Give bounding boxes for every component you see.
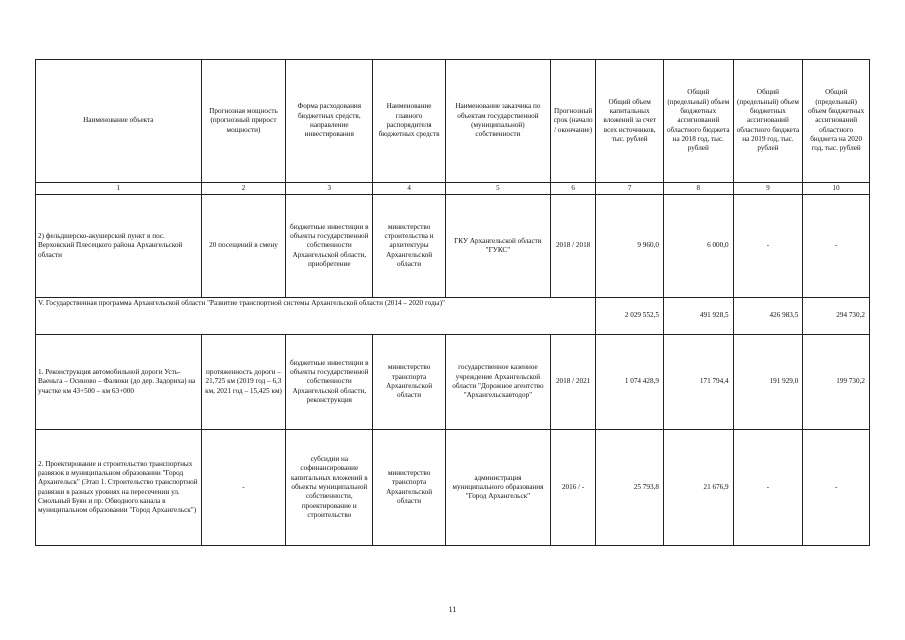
- section-row: [36, 298, 870, 335]
- term: 2016 / -: [550, 430, 595, 546]
- table-row: [36, 195, 870, 298]
- header-row: [36, 60, 870, 183]
- amount-2019: -: [733, 195, 803, 298]
- column-number: 9: [733, 183, 803, 195]
- object-name: 1. Реконструкция автомобильной дороги Усть-Ваеньга – Осиново – Фалюки (до дер. Задориха) на участке км 43+500 – км 63+000: [36, 335, 202, 430]
- total-amount: 1 074 428,9: [596, 335, 664, 430]
- column-number: 3: [286, 183, 373, 195]
- customer: государственное казенное учреждение Архангельской области "Дорожное агентство "Архангельскавтодор": [445, 335, 550, 430]
- term: 2018 / 2018: [550, 195, 595, 298]
- table-row: [36, 430, 870, 546]
- customer: администрация муниципального образования "Город Архангельск": [445, 430, 550, 546]
- column-number: 5: [445, 183, 550, 195]
- capacity: -: [201, 430, 286, 546]
- header-cell: Общий объем капитальных вложений за счет всех источников, тыс. рублей: [596, 60, 664, 183]
- page-number: 11: [448, 605, 457, 614]
- total-amount: 2 029 552,5: [596, 298, 664, 335]
- amount-2019: 426 983,5: [733, 298, 803, 335]
- total-amount: 9 960,0: [596, 195, 664, 298]
- header-cell: Общий (предельный) объем бюджетных ассигнований областного бюджета на 2019 год, тыс. рублей: [733, 60, 803, 183]
- capacity: 20 посещений в смену: [201, 195, 286, 298]
- amount-2019: -: [733, 430, 803, 546]
- header-cell: Наименование заказчика по объектам государственной (муниципальной) собственности: [445, 60, 550, 183]
- spending-form: бюджетные инвестиции в объекты государственной собственности Архангельской области, приобретение: [286, 195, 373, 298]
- amount-2018: 21 676,9: [663, 430, 733, 546]
- object-name: 2. Проектирование и строительство транспортных развязок в муниципальном образовании "Город Архангельск" (Этап 1. Строительство транспортной развязки в разных уровнях на пересечении ул. Смольный Буян и пр. Обводного канала в муниципальном образовании "Город Архангельск"): [36, 430, 202, 546]
- object-name: 2) фельдшерско-акушерский пункт в пос. Верховский Плесецкого района Архангельской области: [36, 195, 202, 298]
- header-cell: Общий (предельный) объем бюджетных ассигнований областного бюджета на 2020 год, тыс. рублей: [803, 60, 870, 183]
- header-cell: Форма расходования бюджетных средств, направление инвестирования: [286, 60, 373, 183]
- column-number: 10: [803, 183, 870, 195]
- column-number: 8: [663, 183, 733, 195]
- customer: ГКУ Архангельской области "ГУКС": [445, 195, 550, 298]
- header-cell: Общий (предельный) объем бюджетных ассигнований областного бюджета на 2018 год, тыс. рублей: [663, 60, 733, 183]
- header-cell: Прогнозный срок (начало / окончание): [550, 60, 595, 183]
- distributor: министерство транспорта Архангельской области: [373, 335, 446, 430]
- capacity: протяженность дороги – 21,725 км (2019 год – 6,3 км, 2021 год – 15,425 км): [201, 335, 286, 430]
- distributor: министерство транспорта Архангельской области: [373, 430, 446, 546]
- header-cell: Прогнозная мощность (прогнозный прирост мощности): [201, 60, 286, 183]
- column-number: 6: [550, 183, 595, 195]
- header-cell: Наименование главного распорядителя бюджетных средств: [373, 60, 446, 183]
- column-number-row: [36, 183, 870, 195]
- amount-2018: 171 794,4: [663, 335, 733, 430]
- amount-2019: 191 929,0: [733, 335, 803, 430]
- column-number: 4: [373, 183, 446, 195]
- amount-2020: 294 730,2: [803, 298, 870, 335]
- column-number: 1: [36, 183, 202, 195]
- term: 2018 / 2021: [550, 335, 595, 430]
- section-title: V. Государственная программа Архангельской области "Развитие транспортной системы Архангельской области (2014 – 2020 годы)": [36, 298, 596, 335]
- distributor: министерство строительства и архитектуры Архангельской области: [373, 195, 446, 298]
- amount-2020: 199 730,2: [803, 335, 870, 430]
- spending-form: бюджетные инвестиции в объекты государственной собственности Архангельской области, реконструкция: [286, 335, 373, 430]
- amount-2018: 6 000,0: [663, 195, 733, 298]
- table-row: [36, 335, 870, 430]
- amount-2020: -: [803, 195, 870, 298]
- amount-2018: 491 928,5: [663, 298, 733, 335]
- total-amount: 25 793,8: [596, 430, 664, 546]
- amount-2020: -: [803, 430, 870, 546]
- column-number: 7: [596, 183, 664, 195]
- column-number: 2: [201, 183, 286, 195]
- header-cell: Наименование объекта: [36, 60, 202, 183]
- spending-form: субсидии на софинансирование капитальных вложений в объекты муниципальной собственности, проектирование и строительство: [286, 430, 373, 546]
- investment-table: [35, 59, 870, 546]
